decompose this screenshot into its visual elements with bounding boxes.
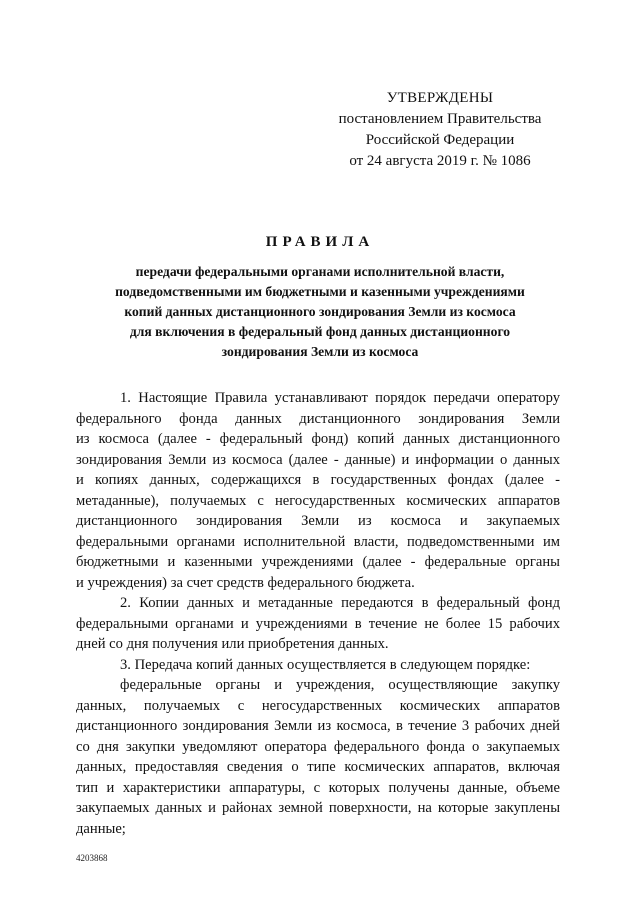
paragraph-3 bbox=[76, 655, 560, 676]
text-line: дистанционного зондирования Земли из космоса и закупаемых bbox=[76, 513, 560, 529]
text-line: данных, предоставляя сведения о типе космических аппаратов, включая bbox=[76, 759, 560, 775]
text-line: метаданные), получаемых с негосударственных космических аппаратов bbox=[76, 492, 560, 509]
text-line: тип и характеристики аппаратуры, с которых получены данные, объеме bbox=[76, 779, 560, 796]
subtitle-line: копий данных дистанционного зондирования Земли из космоса bbox=[124, 304, 516, 319]
text-line: 3. Передача копий данных осуществляется в следующем порядке: bbox=[120, 656, 531, 673]
paragraph-2 bbox=[76, 593, 560, 655]
subtitle-line: зондирования Земли из космоса bbox=[221, 344, 419, 359]
paragraph-1 bbox=[76, 388, 560, 593]
text-line: бюджетными и казенными учреждениями (далее - федеральные органы bbox=[76, 554, 560, 570]
approval-line-3: от 24 августа 2019 г. № 1086 bbox=[349, 153, 531, 169]
text-line: дней со дня получения или приобретения данных. bbox=[76, 636, 389, 652]
approval-block bbox=[330, 88, 550, 172]
text-line: закупаемых данных и районах земной поверхности, на которые закуплены bbox=[76, 800, 560, 816]
text-line: 1. Настоящие Правила устанавливают порядок передачи оператору bbox=[120, 390, 560, 406]
text-line: данные; bbox=[76, 820, 126, 837]
text-line: данных, получаемых с негосударственных космических аппаратов bbox=[76, 697, 560, 714]
subtitle-line: для включения в федеральный фонд данных дистанционного bbox=[129, 324, 511, 339]
text-line: и учреждения) за счет средств федерального бюджета. bbox=[76, 574, 415, 591]
approval-heading: УТВЕРЖДЕНЫ bbox=[386, 90, 494, 106]
paragraph-4 bbox=[76, 675, 560, 839]
document-code: 4203868 bbox=[76, 853, 108, 863]
text-line: федеральными органами и учреждениями в течение не более 15 рабочих bbox=[76, 615, 560, 632]
subtitle-line: подведомственными им бюджетными и казенными учреждениями bbox=[115, 284, 525, 299]
text-line: федеральные органы и учреждения, осуществляющие закупку bbox=[120, 677, 560, 693]
text-line: федеральными органами исполнительной власти, подведомственными им bbox=[76, 533, 560, 550]
document-subtitle bbox=[82, 262, 558, 362]
text-line: и копиях данных, содержащихся в государственных фондах (далее - bbox=[76, 472, 560, 488]
approval-line-2: Российской Федерации bbox=[365, 132, 515, 148]
approval-line-1: постановлением Правительства bbox=[338, 111, 542, 127]
text-line: зондирования Земли из космоса (далее - данные) и информации о данных bbox=[76, 451, 560, 468]
text-line: 2. Копии данных и метаданные передаются в федеральный фонд bbox=[120, 595, 560, 611]
document-title: ПРАВИЛА bbox=[265, 234, 375, 250]
document-body bbox=[76, 388, 560, 839]
subtitle-line: передачи федеральными органами исполнительной власти, bbox=[135, 264, 505, 279]
text-line: из космоса (далее - федеральный фонд) копий данных дистанционного bbox=[76, 431, 560, 447]
text-line: дистанционного зондирования Земли из космоса, в течение 3 рабочих дней bbox=[76, 718, 560, 734]
text-line: федерального фонда данных дистанционного зондирования Земли bbox=[76, 410, 560, 427]
text-line: со дня закупки уведомляют оператора федерального фонда о закупаемых bbox=[76, 738, 560, 755]
